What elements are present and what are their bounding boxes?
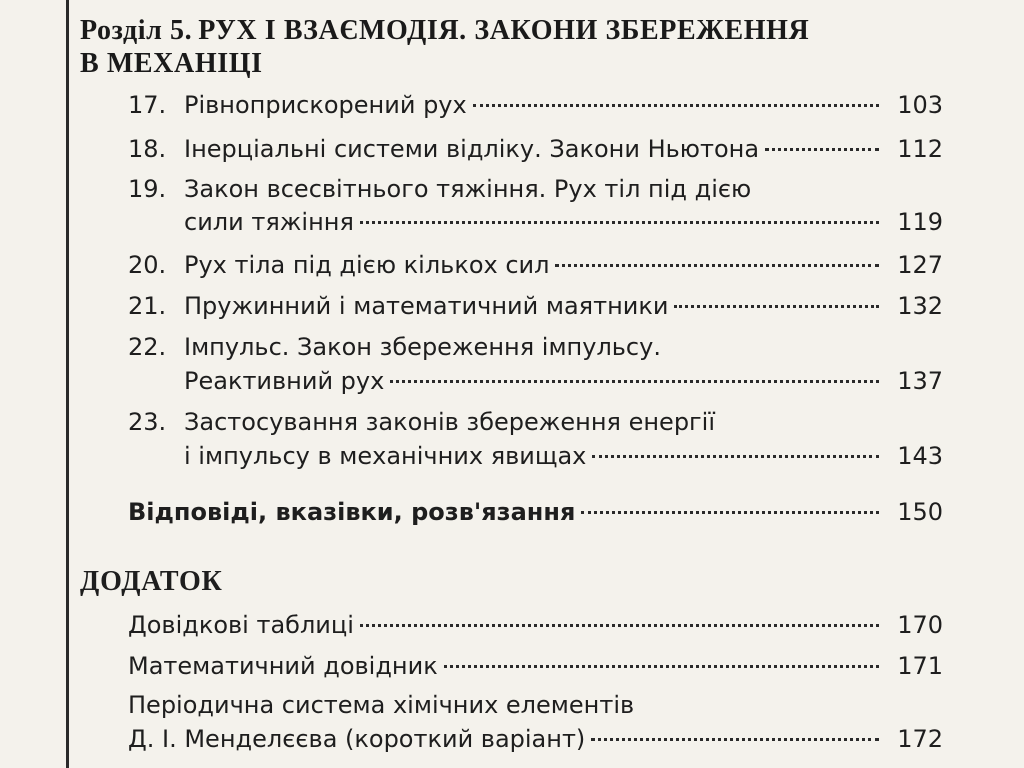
entry-title-cont: і імпульсу в механічних явищах [184,442,587,470]
dot-leader [674,304,879,308]
entry-title: Математичний довідник [128,652,438,680]
entry-number: 20. [128,251,167,279]
entry-title: Відповіді, вказівки, розв'язання [128,498,576,526]
page-number: 171 [897,652,943,680]
toc-entry-23-line1[interactable] [128,405,715,439]
page-number: 137 [897,367,943,395]
entry-title: Рух тіла під дією кількох сил [184,251,550,279]
dot-leader [473,103,879,107]
page-number: 143 [897,442,943,470]
page-number: 170 [897,611,943,639]
dot-leader [591,737,879,741]
entry-number: 18. [128,135,167,163]
page-number: 103 [897,91,943,119]
dot-leader [581,510,879,514]
appendix-item-periodic-line1[interactable]: Періодична система хімічних елементів [128,691,635,719]
entry-title-cont: Д. І. Менделєєва (короткий варіант) [128,725,586,753]
toc-entry-19-line1[interactable] [128,172,751,206]
toc-entry-20[interactable] [128,248,943,282]
entry-title: Застосування законів збереження енергії [184,408,715,436]
toc-entry-19-line2[interactable] [184,205,943,239]
entry-title-cont: Реактивний рух [184,367,385,395]
dot-leader [390,379,879,383]
page-number: 172 [897,725,943,753]
appendix-item-math[interactable] [128,649,943,683]
page-number: 132 [897,292,943,320]
dot-leader [444,664,879,668]
toc-entry-answers[interactable] [128,495,943,529]
section-title-line2: В МЕХАНІЦІ [80,48,263,79]
toc-entry-17[interactable] [128,88,943,122]
toc-entry-22-line1[interactable] [128,330,661,364]
appendix-item-periodic-line2[interactable] [128,722,943,756]
toc-entry-21[interactable] [128,289,943,323]
toc-entry-18[interactable] [128,132,943,166]
appendix-item-tables[interactable] [128,608,943,642]
entry-title: Інерціальні системи відліку. Закони Ньютона [184,135,760,163]
entry-title: Імпульс. Закон збереження імпульсу. [184,333,661,361]
dot-leader [592,454,879,458]
toc-entry-23-line2[interactable] [184,439,943,473]
page-number: 112 [897,135,943,163]
section-heading [80,14,950,80]
entry-title: Закон всесвітнього тяжіння. Рух тіл під дією [184,175,752,203]
section-prefix: Розділ 5. [80,15,193,46]
entry-number: 23. [128,408,167,436]
entry-number: 21. [128,292,167,320]
margin-rule [66,0,69,768]
toc-entry-22-line2[interactable] [184,364,943,398]
entry-title: Довідкові таблиці [128,611,354,639]
dot-leader [765,147,879,151]
page-number: 127 [897,251,943,279]
dot-leader [360,220,879,224]
section-title-line1: РУХ І ВЗАЄМОДІЯ. ЗАКОНИ ЗБЕРЕЖЕННЯ [198,15,810,46]
entry-number: 19. [128,175,167,203]
entry-title-cont: сили тяжіння [184,208,354,236]
dot-leader [555,263,879,267]
entry-title: Рівноприскорений рух [184,91,467,119]
entry-number: 22. [128,333,167,361]
entry-title: Пружинний і математичний маятники [184,292,669,320]
entry-number: 17. [128,91,167,119]
appendix-heading: ДОДАТОК [80,566,223,597]
dot-leader [360,623,879,627]
page-number: 150 [897,498,943,526]
page-number: 119 [897,208,943,236]
